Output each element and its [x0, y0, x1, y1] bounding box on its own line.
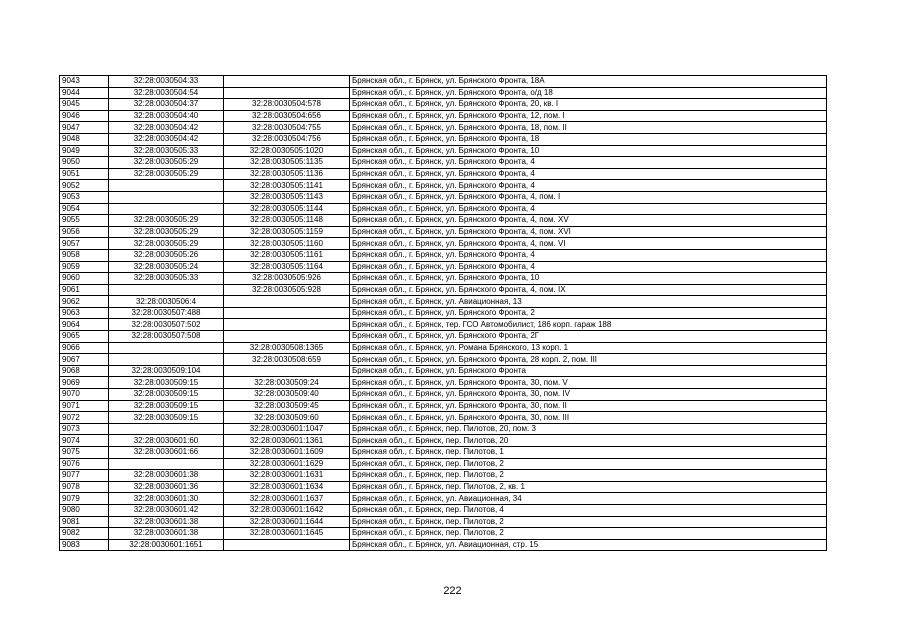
address-cell: Брянская обл., г. Брянск, ул. Брянского Фронта, 4 — [350, 168, 827, 180]
cadastral-number-cell: 32:28:0030509:15 — [109, 389, 224, 401]
address-cell: Брянская обл., г. Брянск, ул. Брянского Фронта, 4 — [350, 157, 827, 169]
row-number-cell: 9051 — [60, 168, 109, 180]
row-number-cell: 9052 — [60, 180, 109, 192]
table-row — [60, 296, 827, 308]
address-cell: Брянская обл., г. Брянск, ул. Брянского Фронта, 4, пом. XVI — [350, 226, 827, 238]
address-cell: Брянская обл., г. Брянск, ул. Брянского Фронта, 30, пом. IV — [350, 389, 827, 401]
cadastral-number-cell: 32:28:0030505:29 — [109, 157, 224, 169]
address-cell: Брянская обл., г. Брянск, ул. Брянского Фронта, 4, пом. VI — [350, 238, 827, 250]
object-cadastral-number-cell: 32:28:0030505:1020 — [224, 145, 350, 157]
table-row — [60, 284, 827, 296]
object-cadastral-number-cell: 32:28:0030504:756 — [224, 133, 350, 145]
row-number-cell: 9069 — [60, 377, 109, 389]
row-number-cell: 9059 — [60, 261, 109, 273]
cadastral-number-cell: 32:28:0030504:54 — [109, 87, 224, 99]
row-number-cell: 9068 — [60, 365, 109, 377]
row-number-cell: 9081 — [60, 516, 109, 528]
address-cell: Брянская обл., г. Брянск, тер. ГСО Автомобилист, 186 корп. гараж 188 — [350, 319, 827, 331]
row-number-cell: 9049 — [60, 145, 109, 157]
row-number-cell: 9050 — [60, 157, 109, 169]
cadastral-number-cell: 32:28:0030601:66 — [109, 447, 224, 459]
table-row — [60, 481, 827, 493]
cadastral-number-cell: 32:28:0030507:502 — [109, 319, 224, 331]
address-cell: Брянская обл., г. Брянск, ул. Брянского Фронта, 20, кв. I — [350, 99, 827, 111]
object-cadastral-number-cell — [224, 87, 350, 99]
cadastral-number-cell: 32:28:0030601:1651 — [109, 539, 224, 551]
address-cell: Брянская обл., г. Брянск, ул. Брянского Фронта, 4 — [350, 180, 827, 192]
cadastral-number-cell: 32:28:0030509:104 — [109, 365, 224, 377]
address-cell: Брянская обл., г. Брянск, ул. Брянского Фронта, 4 — [350, 261, 827, 273]
registry-table-body — [60, 76, 827, 551]
object-cadastral-number-cell: 32:28:0030504:656 — [224, 110, 350, 122]
cadastral-number-cell: 32:28:0030505:29 — [109, 168, 224, 180]
row-number-cell: 9060 — [60, 273, 109, 285]
object-cadastral-number-cell: 32:28:0030505:926 — [224, 273, 350, 285]
object-cadastral-number-cell: 32:28:0030601:1642 — [224, 504, 350, 516]
cadastral-number-cell: 32:28:0030507:508 — [109, 331, 224, 343]
object-cadastral-number-cell — [224, 331, 350, 343]
table-row — [60, 365, 827, 377]
table-row — [60, 400, 827, 412]
row-number-cell: 9043 — [60, 76, 109, 88]
address-cell: Брянская обл., г. Брянск, ул. Авиационная, 13 — [350, 296, 827, 308]
address-cell: Брянская обл., г. Брянск, ул. Брянского Фронта, 30, пом. V — [350, 377, 827, 389]
cadastral-number-cell — [109, 180, 224, 192]
object-cadastral-number-cell: 32:28:0030509:45 — [224, 400, 350, 412]
object-cadastral-number-cell: 32:28:0030505:1141 — [224, 180, 350, 192]
table-row — [60, 528, 827, 540]
table-row — [60, 226, 827, 238]
table-row — [60, 249, 827, 261]
object-cadastral-number-cell: 32:28:0030509:60 — [224, 412, 350, 424]
table-row — [60, 238, 827, 250]
row-number-cell: 9062 — [60, 296, 109, 308]
cadastral-number-cell: 32:28:0030504:37 — [109, 99, 224, 111]
address-cell: Брянская обл., г. Брянск, ул. Авиационная, 34 — [350, 493, 827, 505]
cadastral-number-cell: 32:28:0030601:60 — [109, 435, 224, 447]
cadastral-number-cell: 32:28:0030506:4 — [109, 296, 224, 308]
row-number-cell: 9078 — [60, 481, 109, 493]
row-number-cell: 9075 — [60, 447, 109, 459]
row-number-cell: 9047 — [60, 122, 109, 134]
row-number-cell: 9061 — [60, 284, 109, 296]
object-cadastral-number-cell: 32:28:0030505:1161 — [224, 249, 350, 261]
row-number-cell: 9079 — [60, 493, 109, 505]
table-row — [60, 539, 827, 551]
cadastral-number-cell: 32:28:0030504:42 — [109, 122, 224, 134]
address-cell: Брянская обл., г. Брянск, пер. Пилотов, 20 — [350, 435, 827, 447]
address-cell: Брянская обл., г. Брянск, ул. Брянского Фронта, 4 — [350, 249, 827, 261]
row-number-cell: 9066 — [60, 342, 109, 354]
row-number-cell: 9056 — [60, 226, 109, 238]
row-number-cell: 9080 — [60, 504, 109, 516]
table-row — [60, 342, 827, 354]
cadastral-number-cell: 32:28:0030505:29 — [109, 215, 224, 227]
row-number-cell: 9063 — [60, 307, 109, 319]
table-row — [60, 191, 827, 203]
table-row — [60, 122, 827, 134]
table-row — [60, 157, 827, 169]
cadastral-number-cell: 32:28:0030601:42 — [109, 504, 224, 516]
object-cadastral-number-cell: 32:28:0030505:1143 — [224, 191, 350, 203]
row-number-cell: 9053 — [60, 191, 109, 203]
address-cell: Брянская обл., г. Брянск, ул. Брянского Фронта, 18 — [350, 133, 827, 145]
table-row — [60, 504, 827, 516]
object-cadastral-number-cell: 32:28:0030505:1159 — [224, 226, 350, 238]
object-cadastral-number-cell: 32:28:0030601:1637 — [224, 493, 350, 505]
cadastral-number-cell: 32:28:0030601:38 — [109, 528, 224, 540]
object-cadastral-number-cell — [224, 76, 350, 88]
table-row — [60, 447, 827, 459]
address-cell: Брянская обл., г. Брянск, пер. Пилотов, 4 — [350, 504, 827, 516]
table-row — [60, 377, 827, 389]
object-cadastral-number-cell: 32:28:0030601:1047 — [224, 423, 350, 435]
table-row — [60, 110, 827, 122]
object-cadastral-number-cell: 32:28:0030505:1148 — [224, 215, 350, 227]
address-cell: Брянская обл., г. Брянск, ул. Брянского Фронта, 10 — [350, 145, 827, 157]
table-row — [60, 99, 827, 111]
cadastral-number-cell — [109, 458, 224, 470]
cadastral-number-cell: 32:28:0030601:38 — [109, 516, 224, 528]
row-number-cell: 9071 — [60, 400, 109, 412]
address-cell: Брянская обл., г. Брянск, ул. Брянского Фронта, 12, пом. I — [350, 110, 827, 122]
address-cell: Брянская обл., г. Брянск, ул. Брянского Фронта, 10 — [350, 273, 827, 285]
table-row — [60, 423, 827, 435]
address-cell: Брянская обл., г. Брянск, ул. Брянского Фронта, 4, пом. IX — [350, 284, 827, 296]
cadastral-number-cell — [109, 203, 224, 215]
object-cadastral-number-cell: 32:28:0030601:1361 — [224, 435, 350, 447]
table-row — [60, 331, 827, 343]
object-cadastral-number-cell: 32:28:0030601:1629 — [224, 458, 350, 470]
table-row — [60, 516, 827, 528]
object-cadastral-number-cell: 32:28:0030505:1164 — [224, 261, 350, 273]
table-row — [60, 76, 827, 88]
object-cadastral-number-cell: 32:28:0030508:659 — [224, 354, 350, 366]
address-cell: Брянская обл., г. Брянск, пер. Пилотов, 20, пом. 3 — [350, 423, 827, 435]
table-row — [60, 458, 827, 470]
object-cadastral-number-cell: 32:28:0030505:1135 — [224, 157, 350, 169]
cadastral-number-cell: 32:28:0030504:40 — [109, 110, 224, 122]
table-row — [60, 261, 827, 273]
object-cadastral-number-cell — [224, 296, 350, 308]
address-cell: Брянская обл., г. Брянск, ул. Брянского Фронта, 30, пом. II — [350, 400, 827, 412]
row-number-cell: 9064 — [60, 319, 109, 331]
cadastral-number-cell: 32:28:0030505:26 — [109, 249, 224, 261]
address-cell: Брянская обл., г. Брянск, ул. Романа Брянского, 13 корп. 1 — [350, 342, 827, 354]
cadastral-number-cell: 32:28:0030505:24 — [109, 261, 224, 273]
row-number-cell: 9055 — [60, 215, 109, 227]
cadastral-number-cell: 32:28:0030601:36 — [109, 481, 224, 493]
row-number-cell: 9046 — [60, 110, 109, 122]
row-number-cell: 9083 — [60, 539, 109, 551]
object-cadastral-number-cell: 32:28:0030505:928 — [224, 284, 350, 296]
table-row — [60, 412, 827, 424]
table-row — [60, 319, 827, 331]
table-row — [60, 389, 827, 401]
object-cadastral-number-cell: 32:28:0030509:24 — [224, 377, 350, 389]
table-row — [60, 470, 827, 482]
row-number-cell: 9048 — [60, 133, 109, 145]
row-number-cell: 9065 — [60, 331, 109, 343]
row-number-cell: 9076 — [60, 458, 109, 470]
row-number-cell: 9074 — [60, 435, 109, 447]
address-cell: Брянская обл., г. Брянск, ул. Брянского Фронта, 28 корп. 2, пом. III — [350, 354, 827, 366]
row-number-cell: 9058 — [60, 249, 109, 261]
object-cadastral-number-cell: 32:28:0030601:1645 — [224, 528, 350, 540]
object-cadastral-number-cell: 32:28:0030508:1365 — [224, 342, 350, 354]
address-cell: Брянская обл., г. Брянск, пер. Пилотов, 2 — [350, 470, 827, 482]
cadastral-number-cell: 32:28:0030505:29 — [109, 238, 224, 250]
table-row — [60, 273, 827, 285]
cadastral-number-cell — [109, 423, 224, 435]
cadastral-number-cell: 32:28:0030509:15 — [109, 412, 224, 424]
address-cell: Брянская обл., г. Брянск, ул. Брянского Фронта, 4, пом. I — [350, 191, 827, 203]
row-number-cell: 9044 — [60, 87, 109, 99]
table-row — [60, 493, 827, 505]
object-cadastral-number-cell: 32:28:0030601:1631 — [224, 470, 350, 482]
address-cell: Брянская обл., г. Брянск, ул. Брянского Фронта, 2Г — [350, 331, 827, 343]
table-row — [60, 145, 827, 157]
address-cell: Брянская обл., г. Брянск, ул. Брянского Фронта, о/д 18 — [350, 87, 827, 99]
row-number-cell: 9082 — [60, 528, 109, 540]
object-cadastral-number-cell — [224, 365, 350, 377]
address-cell: Брянская обл., г. Брянск, ул. Авиационная, стр. 15 — [350, 539, 827, 551]
address-cell: Брянская обл., г. Брянск, пер. Пилотов, 1 — [350, 447, 827, 459]
row-number-cell: 9057 — [60, 238, 109, 250]
cadastral-number-cell — [109, 342, 224, 354]
cadastral-number-cell: 32:28:0030505:29 — [109, 226, 224, 238]
table-row — [60, 203, 827, 215]
cadastral-number-cell: 32:28:0030505:33 — [109, 145, 224, 157]
object-cadastral-number-cell: 32:28:0030505:1160 — [224, 238, 350, 250]
page-number: 222 — [443, 585, 462, 597]
table-row — [60, 307, 827, 319]
table-row — [60, 435, 827, 447]
object-cadastral-number-cell: 32:28:0030505:1136 — [224, 168, 350, 180]
address-cell: Брянская обл., г. Брянск, ул. Брянского Фронта, 18А — [350, 76, 827, 88]
cadastral-number-cell: 32:28:0030504:33 — [109, 76, 224, 88]
cadastral-number-cell — [109, 191, 224, 203]
address-cell: Брянская обл., г. Брянск, ул. Брянского Фронта, 4 — [350, 203, 827, 215]
row-number-cell: 9045 — [60, 99, 109, 111]
object-cadastral-number-cell: 32:28:0030509:40 — [224, 389, 350, 401]
cadastral-number-cell: 32:28:0030601:38 — [109, 470, 224, 482]
registry-table — [59, 75, 827, 551]
address-cell: Брянская обл., г. Брянск, ул. Брянского Фронта — [350, 365, 827, 377]
object-cadastral-number-cell: 32:28:0030601:1634 — [224, 481, 350, 493]
object-cadastral-number-cell — [224, 307, 350, 319]
address-cell: Брянская обл., г. Брянск, пер. Пилотов, 2 — [350, 458, 827, 470]
address-cell: Брянская обл., г. Брянск, ул. Брянского Фронта, 2 — [350, 307, 827, 319]
cadastral-number-cell: 32:28:0030509:15 — [109, 377, 224, 389]
object-cadastral-number-cell: 32:28:0030505:1144 — [224, 203, 350, 215]
cadastral-number-cell — [109, 284, 224, 296]
address-cell: Брянская обл., г. Брянск, ул. Брянского Фронта, 18, пом. II — [350, 122, 827, 134]
cadastral-number-cell: 32:28:0030509:15 — [109, 400, 224, 412]
address-cell: Брянская обл., г. Брянск, пер. Пилотов, 2 — [350, 528, 827, 540]
row-number-cell: 9067 — [60, 354, 109, 366]
cadastral-number-cell — [109, 354, 224, 366]
address-cell: Брянская обл., г. Брянск, ул. Брянского Фронта, 4, пом. XV — [350, 215, 827, 227]
object-cadastral-number-cell: 32:28:0030601:1644 — [224, 516, 350, 528]
cadastral-number-cell: 32:28:0030507:488 — [109, 307, 224, 319]
address-cell: Брянская обл., г. Брянск, ул. Брянского Фронта, 30, пом. III — [350, 412, 827, 424]
object-cadastral-number-cell — [224, 319, 350, 331]
table-row — [60, 168, 827, 180]
table-row — [60, 180, 827, 192]
object-cadastral-number-cell: 32:28:0030504:755 — [224, 122, 350, 134]
object-cadastral-number-cell: 32:28:0030504:578 — [224, 99, 350, 111]
address-cell: Брянская обл., г. Брянск, пер. Пилотов, 2, кв. 1 — [350, 481, 827, 493]
cadastral-number-cell: 32:28:0030601:30 — [109, 493, 224, 505]
cadastral-number-cell: 32:28:0030504:42 — [109, 133, 224, 145]
row-number-cell: 9077 — [60, 470, 109, 482]
address-cell: Брянская обл., г. Брянск, пер. Пилотов, 2 — [350, 516, 827, 528]
table-row — [60, 215, 827, 227]
table-row — [60, 87, 827, 99]
row-number-cell: 9073 — [60, 423, 109, 435]
row-number-cell: 9070 — [60, 389, 109, 401]
row-number-cell: 9072 — [60, 412, 109, 424]
table-row — [60, 133, 827, 145]
cadastral-number-cell: 32:28:0030505:33 — [109, 273, 224, 285]
object-cadastral-number-cell: 32:28:0030601:1609 — [224, 447, 350, 459]
table-row — [60, 354, 827, 366]
object-cadastral-number-cell — [224, 539, 350, 551]
row-number-cell: 9054 — [60, 203, 109, 215]
